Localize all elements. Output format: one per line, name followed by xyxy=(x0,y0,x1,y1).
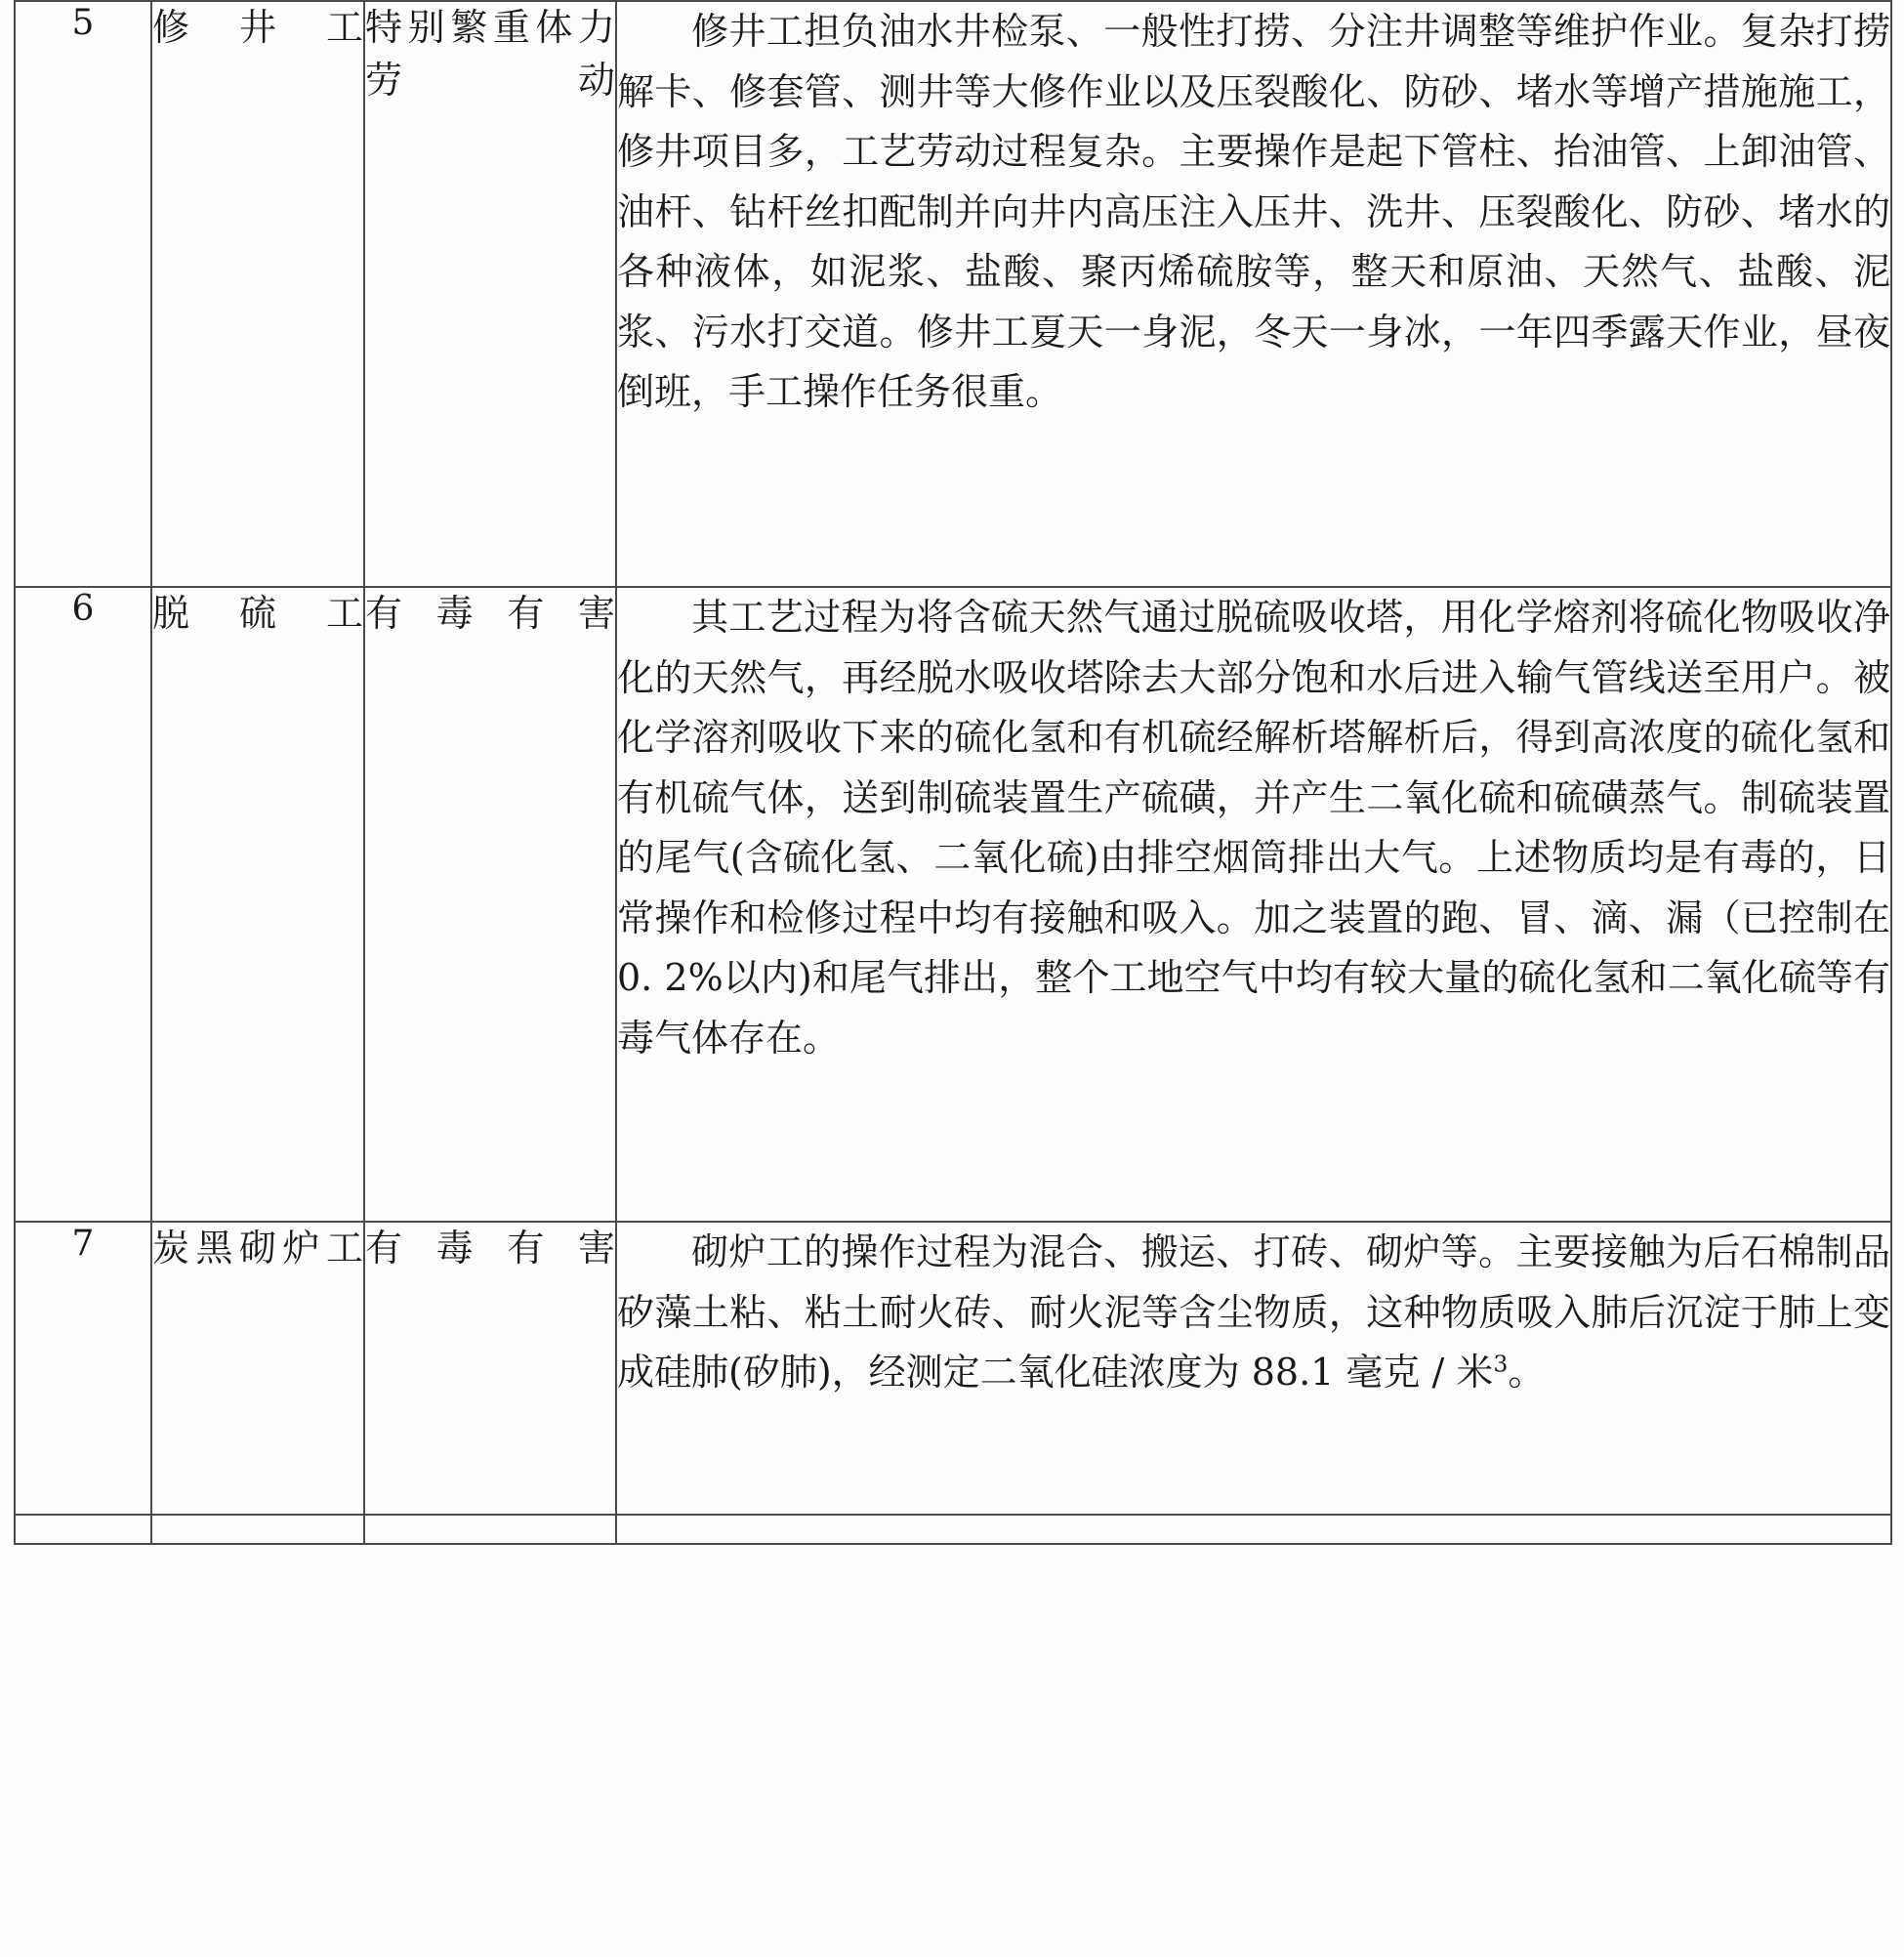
row-description-value: 修井工担负油水井检泵、一般性打捞、分注井调整等维护作业。复杂打捞解卡、修套管、测井等大修作业以及压裂酸化、防砂、堵水等增产措施施工，修井项目多，工艺劳动过程复杂。主要操作是起下管柱、抬油管、上卸油管、油杆、钻杆丝扣配制并向井内高压注入压井、洗井、压裂酸化、防砂、堵水的各种液体，如泥浆、盐酸、聚丙烯硫胺等，整天和原油、天然气、盐酸、泥浆、污水打交道。修井工夏天一身泥，冬天一身冰，一年四季露天作业，昼夜倒班，手工操作任务很重。 xyxy=(617,10,1890,414)
row-job-cell xyxy=(151,587,364,1222)
row-type-cell xyxy=(364,587,616,1222)
row-index-value: 5 xyxy=(71,3,95,43)
row-index-cell xyxy=(15,1222,151,1515)
row-job-value: 修井工 xyxy=(152,6,363,49)
row-index-cell xyxy=(15,587,151,1222)
row-job-value: 炭黑砌炉工 xyxy=(152,1227,363,1270)
row-description-value xyxy=(617,1223,1890,1403)
table-row xyxy=(15,1222,1891,1515)
row-job-cell xyxy=(151,1,364,587)
row-description-cell xyxy=(616,587,1891,1222)
row-description-cell xyxy=(616,1222,1891,1515)
table-row xyxy=(15,1,1891,587)
row-description-text-part1: 砌炉工的操作过程为混合、搬运、打砖、砌炉等。主要接触为后石棉制品矽藻土粘、粘土耐火砖、耐火泥等含尘物质，这种物质吸入肺后沉淀于肺上变成硅肺(矽肺)，经测定二氧化硅浓度为 88.1 毫克 / 米 xyxy=(617,1230,1890,1395)
row-type-value: 有毒有害 xyxy=(365,592,615,635)
occupational-hazard-table xyxy=(14,0,1892,1545)
row-index-value: 7 xyxy=(71,1224,95,1264)
row-job-cell xyxy=(151,1222,364,1515)
row-index-value: 6 xyxy=(71,589,95,629)
row-description-value: 其工艺过程为将含硫天然气通过脱硫吸收塔，用化学熔剂将硫化物吸收净化的天然气，再经脱水吸收塔除去大部分饱和水后进入输气管线送至用户。被化学溶剂吸收下来的硫化氢和有机硫经解析塔解析后，得到高浓度的硫化氢和有机硫气体，送到制硫装置生产硫磺，并产生二氧化硫和硫磺蒸气。制硫装置的尾气(含硫化氢、二氧化硫)由排空烟筒排出大气。上述物质均是有毒的，日常操作和检修过程中均有接触和吸入。加之装置的跑、冒、滴、漏（已控制在 0. 2%以内)和尾气排出，整个工地空气中均有较大量的硫化氢和二氧化硫等有毒气体存在。 xyxy=(617,596,1890,1060)
row-type-cell xyxy=(364,1222,616,1515)
row-description-text-part2: 。 xyxy=(1508,1351,1546,1395)
row-description-cell xyxy=(616,1,1891,587)
row-type-value: 特别繁重体力劳动 xyxy=(365,6,615,102)
table-row-partial xyxy=(15,1515,1891,1544)
row-type-value: 有毒有害 xyxy=(365,1227,615,1270)
row-job-value: 脱硫工 xyxy=(152,592,363,635)
row-description-cell xyxy=(616,1515,1891,1544)
row-type-cell xyxy=(364,1,616,587)
row-type-cell xyxy=(364,1515,616,1544)
row-index-cell xyxy=(15,1,151,587)
table-row xyxy=(15,587,1891,1222)
row-description-superscript: 3 xyxy=(1493,1350,1509,1378)
row-index-cell xyxy=(15,1515,151,1544)
row-job-cell xyxy=(151,1515,364,1544)
